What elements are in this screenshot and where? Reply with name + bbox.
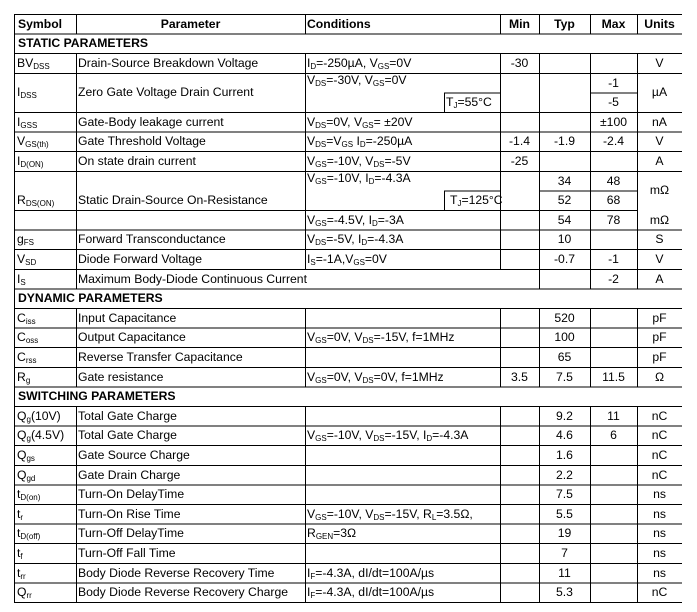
bvdss-symbol: $BV_{DSS}$ [17, 55, 50, 71]
rdson-parameter: Static Drain-Source On-Resistance [78, 193, 268, 208]
idon-symbol: $I_{D(ON)}$ [17, 153, 44, 169]
vsd-units: V [655, 251, 664, 266]
idon-units: A [655, 153, 664, 168]
qgd-typ: 2.2 [556, 467, 573, 482]
rg-parameter: Gate resistance [78, 369, 164, 384]
vgsth-symbol: $V_{GS(th)}$ [17, 134, 49, 150]
vgsth-parameter: Gate Threshold Voltage [78, 134, 206, 149]
idss-max1: -1 [608, 75, 619, 90]
vgsth-max: -2.4 [602, 134, 624, 149]
trr-symbol: $t_{rr}$ [17, 565, 26, 581]
rg-min: 3.5 [511, 369, 528, 384]
header-symbol: Symbol [18, 16, 63, 31]
qg10-symbol: $Q_g(10V)$ [17, 408, 61, 424]
qgs-symbol: $Q_{gs}$ [17, 447, 35, 463]
tdoff-symbol: $t_{D(off)}$ [17, 526, 41, 542]
qgs-units: nC [651, 447, 668, 462]
rg-max: 11.5 [602, 369, 625, 384]
rg-units: Ω [654, 369, 665, 384]
rg-symbol: $R_g$ [17, 369, 31, 385]
tdon-symbol: $t_{D(on)}$ [17, 487, 41, 503]
tr-typ: 5.5 [556, 506, 573, 521]
idon-conditions: $V_{GS}=-10V$, $V_{DS}=-5V$ [307, 153, 411, 169]
trr-conditions: $I_F=-4.3A$, dI/dt=100A/µs [307, 565, 435, 581]
rdson-typ3: 54 [557, 212, 572, 227]
bvdss-units: V [655, 55, 664, 70]
qgs-parameter: Gate Source Charge [78, 447, 190, 462]
idss-max2: -5 [608, 95, 619, 110]
section-dynamic: DYNAMIC PARAMETERS [18, 291, 163, 306]
qg45-typ: 4.6 [556, 428, 573, 443]
ciss-parameter: Input Capacitance [78, 310, 177, 325]
bvdss-conditions: $I_D=-250\mu A$, $V_{GS}=0V$ [307, 55, 412, 71]
coss-symbol: $C_{oss}$ [17, 330, 39, 346]
vgsth-units: V [655, 134, 664, 149]
trr-typ: 11 [558, 565, 571, 580]
gfs-units: S [655, 232, 664, 247]
gfs-parameter: Forward Transconductance [78, 232, 226, 247]
idon-parameter: On state drain current [78, 153, 196, 168]
tf-units: ns [653, 545, 666, 560]
ciss-typ: 520 [554, 310, 575, 325]
idon-min: -25 [510, 153, 529, 168]
coss-parameter: Output Capacitance [78, 330, 186, 345]
vgsth-min: -1.4 [508, 134, 530, 149]
gfs-typ: 10 [557, 232, 572, 247]
crss-symbol: $C_{rss}$ [17, 349, 37, 365]
rdson-units: mΩ [649, 183, 670, 198]
tf-typ: 7 [561, 545, 568, 560]
ciss-units: pF [652, 310, 667, 325]
is-units: A [655, 271, 664, 286]
datasheet-table [14, 14, 682, 610]
qg45-max: 6 [610, 428, 617, 443]
rdson-units-2: mΩ [649, 212, 670, 227]
qgd-symbol: $Q_{gd}$ [17, 467, 36, 483]
idss-units: µA [651, 85, 668, 100]
qrr-conditions: $I_F=-4.3A$, dI/dt=100A/µs [307, 585, 435, 601]
qg45-symbol: $Q_g(4.5V)$ [17, 428, 65, 444]
qg45-parameter: Total Gate Charge [78, 428, 177, 443]
vsd-max: -1 [608, 251, 619, 266]
vgsth-conditions: $V_{DS}=V_{GS}$ $I_D=-250\mu A$ [307, 134, 413, 150]
qg10-typ: 9.2 [556, 408, 573, 423]
crss-typ: 65 [557, 349, 572, 364]
rdson-typ2: 52 [557, 193, 572, 208]
rdson-conditions: $V_{GS}=-10V$, $I_D=-4.3A$ [307, 170, 411, 186]
tr-parameter: Turn-On Rise Time [78, 506, 181, 521]
header-conditions: Conditions [307, 16, 371, 31]
vsd-symbol: $V_{SD}$ [17, 251, 37, 267]
header-max: Max [601, 16, 626, 31]
rdson-max3: 78 [606, 212, 621, 227]
qg10-parameter: Total Gate Charge [78, 408, 177, 423]
is-max: -2 [608, 271, 619, 286]
igss-parameter: Gate-Body leakage current [78, 114, 224, 129]
section-switching: SWITCHING PARAMETERS [18, 389, 176, 404]
rg-conditions: $V_{GS}=0V$, $V_{DS}=0V$, f=1MHz [307, 369, 444, 385]
idss-parameter: Zero Gate Voltage Drain Current [78, 85, 254, 100]
coss-typ: 100 [554, 330, 575, 345]
igss-units: nA [652, 114, 667, 129]
vsd-conditions: $I_S=-1A,V_{GS}=0V$ [307, 251, 387, 267]
qgd-units: nC [651, 467, 668, 482]
igss-max: ±100 [599, 114, 628, 129]
rdson-conditions-tj: $T_J=125^\circ C$ [450, 193, 503, 209]
is-parameter: Maximum Body-Diode Continuous Current [78, 271, 307, 286]
header-typ: Typ [554, 16, 575, 31]
switching-conditions-1: $V_{GS}=-10V$, $V_{DS}=-15V$, $R_L=3.5\Omega$, [307, 506, 473, 522]
qg45-units: nC [651, 428, 668, 443]
qrr-typ: 5.3 [556, 585, 573, 600]
rdson-symbol: $R_{DS(ON)}$ [17, 193, 55, 209]
tf-symbol: $t_f$ [17, 545, 23, 561]
qg10-max: 11 [607, 408, 620, 423]
tf-parameter: Turn-Off Fall Time [78, 545, 176, 560]
rg-typ: 7.5 [556, 369, 573, 384]
header-min: Min [509, 16, 530, 31]
vsd-typ: -0.7 [553, 251, 575, 266]
qg10-units: nC [651, 408, 668, 423]
trr-parameter: Body Diode Reverse Recovery Time [78, 565, 275, 580]
idss-conditions-tj: $T_J=55^\circ C$ [446, 95, 492, 111]
rdson-conditions-45: $V_{GS}=-4.5V$, $I_D=-3A$ [307, 212, 404, 228]
igss-conditions: $V_{DS}=0V$, $V_{GS}= \pm 20V$ [307, 114, 413, 130]
tdon-parameter: Turn-On DelayTime [78, 487, 185, 502]
rdson-max1: 48 [606, 173, 621, 188]
switching-conditions-2: $R_{GEN}=3\Omega$ [307, 526, 357, 542]
coss-units: pF [652, 330, 667, 345]
rdson-max2: 68 [606, 193, 621, 208]
is-symbol: $I_S$ [17, 271, 26, 287]
idss-symbol: $I_{DSS}$ [17, 85, 37, 101]
tr-units: ns [653, 506, 666, 521]
tdon-units: ns [653, 487, 666, 502]
qrr-parameter: Body Diode Reverse Recovery Charge [78, 585, 288, 600]
qgs-typ: 1.6 [556, 447, 573, 462]
ciss-symbol: $C_{iss}$ [17, 310, 36, 326]
tdon-typ: 7.5 [556, 487, 573, 502]
qgd-parameter: Gate Drain Charge [78, 467, 181, 482]
vsd-parameter: Diode Forward Voltage [78, 251, 202, 266]
header-parameter: Parameter [160, 16, 221, 31]
idss-conditions: $V_{DS}=-30V$, $V_{GS}=0V$ [307, 72, 407, 88]
rdson-typ1: 34 [557, 173, 572, 188]
crss-units: pF [652, 349, 667, 364]
gfs-symbol: $g_{FS}$ [17, 232, 35, 248]
tdoff-units: ns [653, 526, 666, 541]
charge-conditions: $V_{GS}=-10V$, $V_{DS}=-15V$, $I_D=-4.3A$ [307, 428, 469, 444]
tr-symbol: $t_r$ [17, 506, 24, 522]
trr-units: ns [653, 565, 666, 580]
gfs-conditions: $V_{DS}=-5V$, $I_D=-4.3A$ [307, 232, 404, 248]
bvdss-min: -30 [510, 55, 529, 70]
tdoff-typ: 19 [557, 526, 572, 541]
qrr-symbol: $Q_{rr}$ [17, 585, 32, 601]
tdoff-parameter: Turn-Off DelayTime [78, 526, 184, 541]
header-units: Units [644, 16, 675, 31]
crss-parameter: Reverse Transfer Capacitance [78, 349, 243, 364]
qrr-units: nC [651, 585, 668, 600]
capacitance-conditions: $V_{GS}=0V$, $V_{DS}=-15V$, f=1MHz [307, 330, 455, 346]
section-static: STATIC PARAMETERS [18, 36, 148, 51]
igss-symbol: $I_{GSS}$ [17, 114, 38, 130]
vgsth-typ: -1.9 [553, 134, 575, 149]
bvdss-parameter: Drain-Source Breakdown Voltage [78, 55, 259, 70]
